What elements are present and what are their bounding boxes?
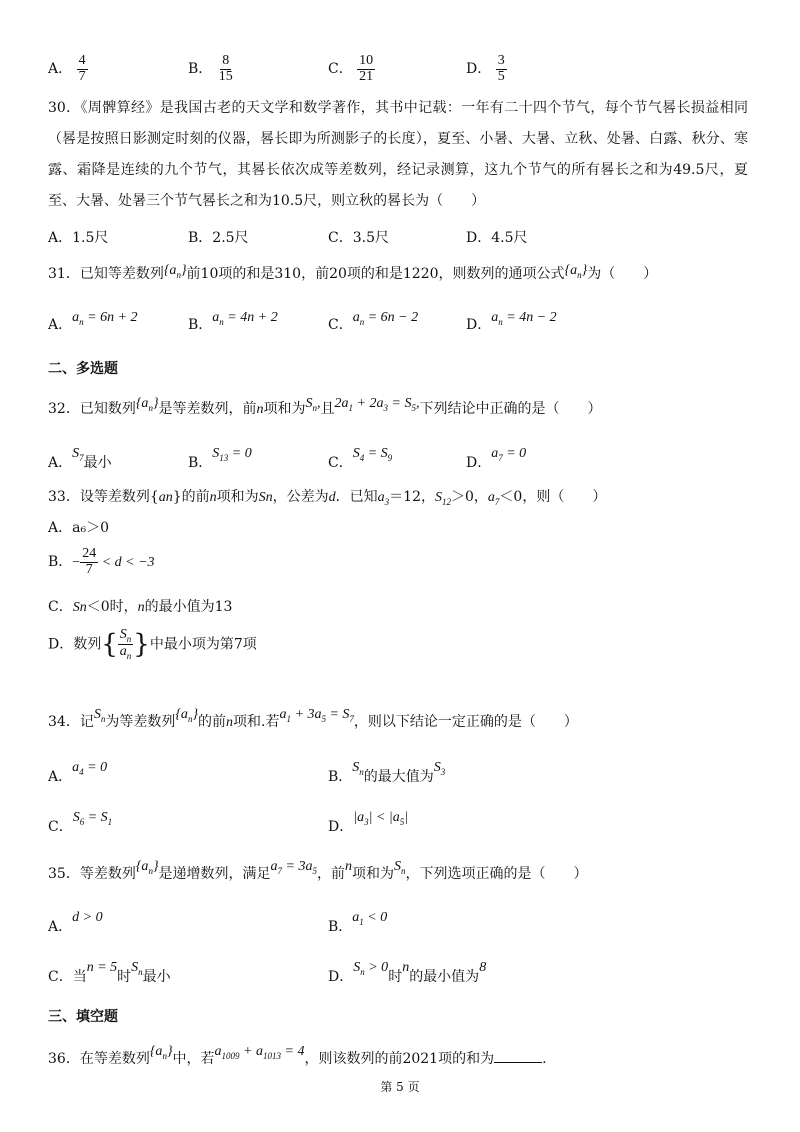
q35-option-b: B．$a_1 < 0$ [328, 910, 388, 935]
q35-option-a: A．d > 0 [48, 910, 103, 935]
q34-option-b: B．$S_n$的最大值为$S_3$ [328, 760, 446, 785]
q30-option-c: C．3.5尺 [328, 230, 389, 246]
q32-option-b: B．$S_{13} = 0$ [188, 446, 252, 471]
fraction: $\frac{4}{7}$ [78, 53, 86, 84]
q35-option-c: C．当n = 5时$S_n$最小 [48, 960, 171, 985]
q32-option-d: D．$a_7 = 0$ [466, 446, 527, 471]
q33-option-b: B．− $\frac{24}{7}$ < d < −3 [48, 546, 155, 577]
q31-option-a: A．$a_n = 6n + 2$ [48, 310, 138, 333]
section-title-fill-in-blank: 三、填空题 [48, 1009, 118, 1025]
q29-option-d: D． $\frac{3}{5}$ [466, 53, 505, 84]
q33-option-d: D．数列{ $\frac{S_n}{a_n}$ }中最小项为第7项 [48, 627, 257, 662]
q32-option-a: A．$S_7$最小 [48, 446, 112, 471]
fraction: $\frac{10}{21}$ [359, 53, 374, 84]
q33-stem: 33．设等差数列{an}的前n项和为Sn，公差为d．已知$a_3=12$，$S_{12}>0$，$a_7<0$，则（ ） [48, 489, 607, 507]
q35-option-d: D．$S_n > 0$时n的最小值为8 [328, 960, 487, 985]
q30-option-d: D．4.5尺 [466, 230, 528, 246]
q29-option-b: B． $\frac{8}{15}$ [188, 53, 233, 84]
q31-option-c: C．$a_n = 6n - 2$ [328, 310, 419, 333]
q29-option-c: C． $\frac{10}{21}$ [328, 53, 374, 84]
q31-option-b: B．$a_n = 4n + 2$ [188, 310, 278, 333]
q34-option-c: C．$S_6 = S_1$ [48, 810, 113, 835]
fraction: $\frac{S_n}{a_n}$ [119, 627, 132, 662]
q32-option-c: C．$S_4 = S_9$ [328, 446, 393, 471]
q34-option-a: A．$a_4 = 0$ [48, 760, 108, 785]
q30-stem: 30．《周髀算经》是我国古老的天文学和数学著作，其书中记载：一年有二十四个节气，每个节气晷长损益相同（晷是按照日影测定时刻的仪器，晷长即为所测影子的长度），夏至、小暑、大暑、立秋、处暑、白露、秋分、寒露、霜降是连续的九个节气，其晷长依次成等差数列，经记录测算，这九个节气的所有晷长之和为49.5尺，夏至、大暑、处暑三个节气晷长之和为10.5尺，则立秋的晷长为（ ） [48, 100, 748, 209]
q34-stem: 34．记$S_n$为等差数列$\{a_n\}$的前n项和.若$a_1 + 3a_5 = S_7$，则以下结论一定正确的是（ ） [48, 707, 578, 730]
page-number: 第 5 页 [380, 1080, 420, 1094]
q30-option-b: B．2.5尺 [188, 230, 249, 246]
q29-option-a: A． $\frac{4}{7}$ [48, 53, 86, 84]
fraction: $\frac{3}{5}$ [497, 53, 505, 84]
q35-stem: 35．等差数列$\{a_n\}$是递增数列，满足$a_7 = 3a_5$，前n项和为$S_n$，下列选项正确的是（ ） [48, 859, 588, 882]
q32-stem: 32．已知数列$\{a_n\}$是等差数列，前n项和为$S_n$,且$2a_1 + 2a_3 = S_5$,下列结论中正确的是（ ） [48, 396, 602, 417]
section-title-multiple-choice: 二、多选题 [48, 361, 118, 377]
q31-stem: 31．已知等差数列$\{a_n\}$前10项的和是310，前20项的和是1220，则数列的通项公式$\{a_n\}$为（ ） [48, 263, 658, 282]
q31-option-d: D．$a_n = 4n - 2$ [466, 310, 557, 333]
fraction: $\frac{8}{15}$ [218, 53, 233, 84]
fraction: $\frac{24}{7}$ [82, 546, 97, 577]
q36-stem: 36．在等差数列$\{a_n\}$中，若$a_{1009} + a_{1013} = 4$，则该数列的前2021项的和为 . [48, 1044, 547, 1067]
q33-option-c: C．Sn＜0时，n的最小值为13 [48, 599, 233, 615]
q30-option-a: A．1.5尺 [48, 230, 109, 246]
q34-option-d: D．$|a_3| < |a_5|$ [328, 810, 409, 835]
answer-blank[interactable] [494, 1049, 542, 1063]
q33-option-a: A．a₆＞0 [48, 520, 109, 536]
